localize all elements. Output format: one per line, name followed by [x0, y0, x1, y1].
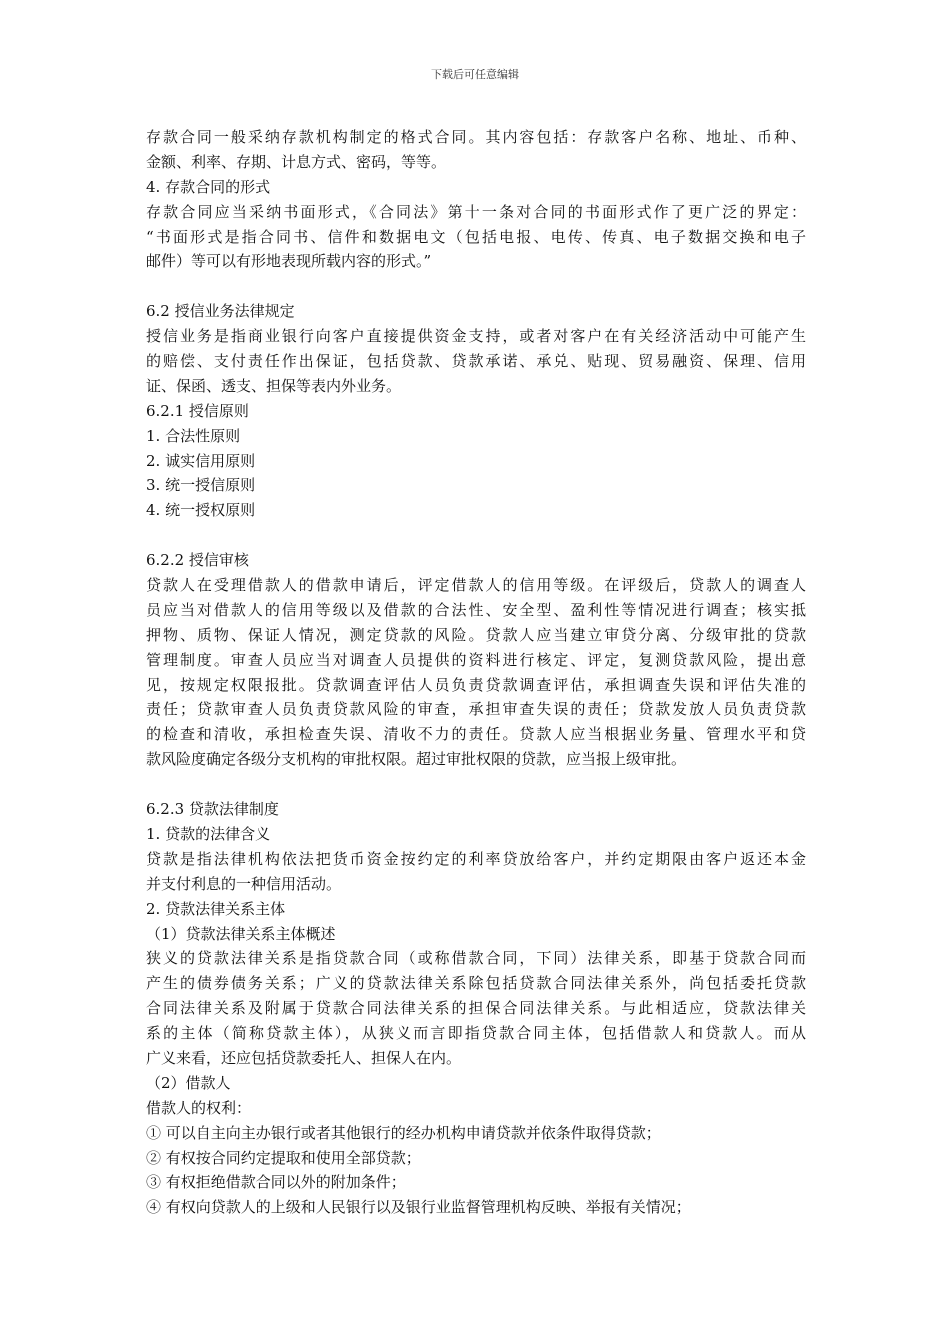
borrower-rights-label: 借款人的权利： [146, 1098, 252, 1117]
section-heading-6-2-2: 6.2.2 授信审核 [146, 551, 249, 570]
blank-line [146, 523, 806, 548]
text-line: 贷款人在受理借款人的借款申请后，评定借款人的信用等级。在评级后，贷款人的调查人 [146, 576, 806, 595]
subheading-subjects-overview: （1）贷款法律关系主体概述 [146, 924, 336, 943]
section-heading-6-2-1: 6.2.1 授信原则 [146, 401, 249, 420]
paragraph-credit-review [146, 573, 806, 772]
text-line: 管理制度。审查人员应当对调查人员提供的资料进行核定、评定，复测贷款风险，提出意 [146, 650, 806, 669]
text-line: 的赔偿、支付责任作出保证，包括贷款、贷款承诺、承兑、贴现、贸易融资、保理、信用 [146, 352, 806, 371]
text-line: 员应当对借款人的信用等级以及借款的合法性、安全型、盈利性等情况进行调查；核实抵 [146, 600, 806, 619]
text-line: 责任；贷款审查人员负责贷款风险的审查，承担审查失误的责任；贷款发放人员负责贷款 [146, 700, 806, 719]
list-item: 3. 统一授信原则 [146, 476, 256, 495]
text-line: 广义来看，还应包括贷款委托人、担保人在内。 [146, 1048, 462, 1067]
subheading-borrower: （2）借款人 [146, 1073, 231, 1092]
text-line: 并支付利息的一种信用活动。 [146, 874, 342, 893]
text-line: 贷款是指法律机构依法把货币资金按约定的利率贷放给客户，并约定期限由客户返还本金 [146, 849, 806, 868]
paragraph-credit-business-definition [146, 324, 806, 399]
blank-line [146, 274, 806, 299]
list-item: 4. 统一授权原则 [146, 501, 256, 520]
text-line: 狭义的贷款法律关系是指贷款合同（或称借款合同，下同）法律关系，即基于贷款合同而 [146, 949, 806, 968]
text-line: 存款合同一般采纳存款机构制定的格式合同。其内容包括：存款客户名称、地址、币种、 [146, 128, 806, 146]
section-heading-6-2-3: 6.2.3 贷款法律制度 [146, 800, 279, 819]
text-line: 产生的债券债务关系；广义的贷款法律关系除包括贷款合同法律关系外，尚包括委托贷款 [146, 974, 806, 993]
text-line: 的检查和清收，承担检查失误、清收不力的责任。贷款人应当根据业务量、管理水平和贷 [146, 725, 806, 744]
paragraph-deposit-contract-form [146, 200, 806, 275]
list-item: 1. 合法性原则 [146, 426, 241, 445]
subheading-loan-subjects: 2. 贷款法律关系主体 [146, 899, 286, 918]
page-header: 下载后可任意编辑 [431, 68, 519, 81]
text-line: 证、保函、透支、担保等表内外业务。 [146, 376, 402, 395]
list-item: ① 可以自主向主办银行或者其他银行的经办机构申请贷款并依条件取得贷款； [146, 1123, 661, 1142]
text-line: 见，按规定权限报批。贷款调查评估人员负责贷款调查评估，承担调查失误和评估失准的 [146, 675, 806, 694]
document-body [146, 125, 806, 1220]
list-item: ② 有权按合同约定提取和使用全部贷款； [146, 1148, 421, 1167]
paragraph-loan-meaning [146, 847, 806, 897]
text-line: “书面形式是指合同书、信件和数据电文（包括电报、电传、传真、电子数据交换和电子 [146, 227, 806, 246]
text-line: 金额、利率、存期、计息方式、密码，等等。 [146, 152, 447, 171]
text-line: 合同法律关系及附属于贷款合同法律关系的担保合同法律关系。与此相适应，贷款法律关 [146, 999, 806, 1018]
text-line: 授信业务是指商业银行向客户直接提供资金支持，或者对客户在有关经济活动中可能产生 [146, 327, 806, 346]
text-line: 款风险度确定各级分支机构的审批权限。超过审批权限的贷款，应当报上级审批。 [146, 750, 687, 769]
list-item: ③ 有权拒绝借款合同以外的附加条件； [146, 1173, 406, 1192]
text-line: 系的主体（简称贷款主体），从狭义而言即指贷款合同主体，包括借款人和贷款人。而从 [146, 1024, 806, 1043]
text-line: 存款合同应当采纳书面形式，《合同法》第十一条对合同的书面形式作了更广泛的界定： [146, 202, 806, 221]
text-line: 邮件）等可以有形地表现所载内容的形式。” [146, 252, 432, 271]
subheading-loan-meaning: 1. 贷款的法律含义 [146, 824, 271, 843]
section-heading-6-2: 6.2 授信业务法律规定 [146, 302, 295, 321]
paragraph-deposit-contract-content [146, 125, 806, 175]
paragraph-subjects-overview [146, 946, 806, 1070]
heading-deposit-contract-form: 4. 存款合同的形式 [146, 177, 271, 196]
list-item: 2. 诚实信用原则 [146, 451, 256, 470]
list-item: ④ 有权向贷款人的上级和人民银行以及银行业监督管理机构反映、举报有关情况； [146, 1198, 691, 1217]
blank-line [146, 772, 806, 797]
text-line: 押物、质物、保证人情况，测定贷款的风险。贷款人应当建立审贷分离、分级审批的贷款 [146, 625, 806, 644]
